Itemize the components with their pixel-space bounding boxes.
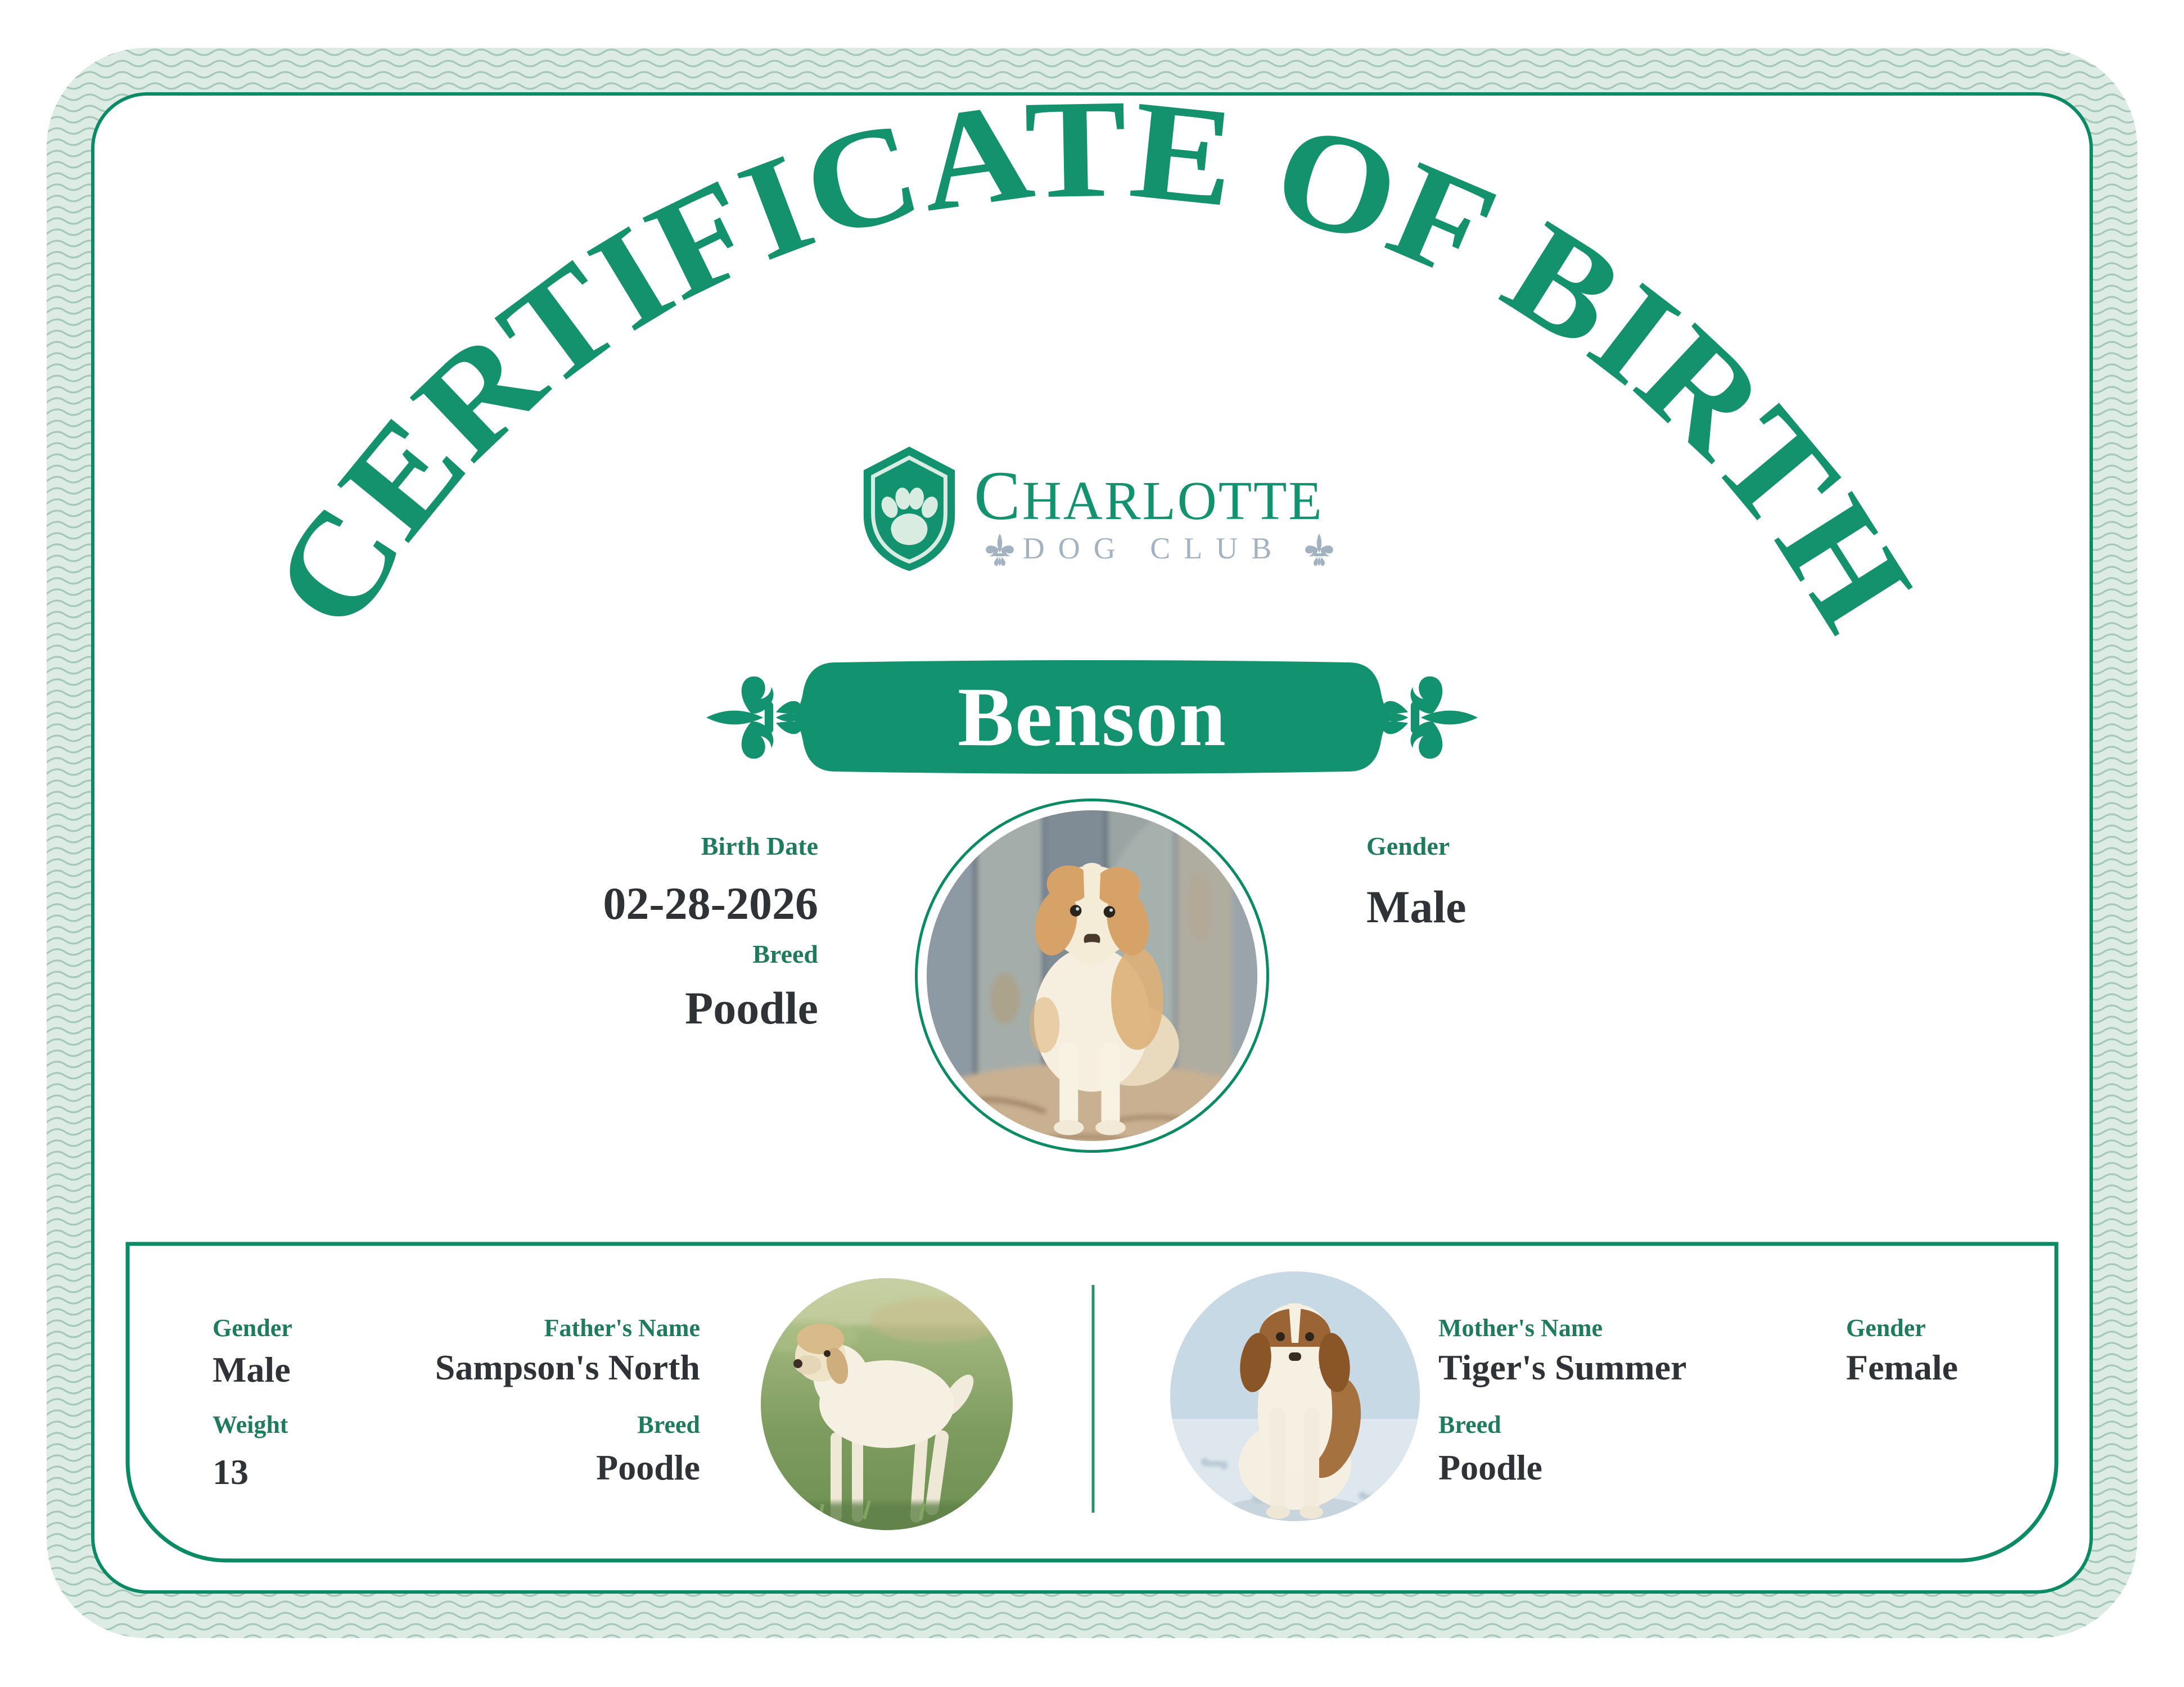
father-photo bbox=[761, 1278, 1013, 1530]
father-name-value: Sampson's North bbox=[435, 1347, 700, 1387]
puppy-photo bbox=[927, 810, 1257, 1141]
mother-gender-label: Gender bbox=[1846, 1314, 1926, 1342]
club-subtitle: DOG CLUB bbox=[1022, 531, 1285, 565]
mother-name-value: Tiger's Summer bbox=[1438, 1347, 1687, 1387]
puppy-breed-value: Poodle bbox=[685, 982, 818, 1034]
birth-date-value: 02-28-2026 bbox=[603, 878, 818, 929]
father-weight-label: Weight bbox=[213, 1411, 288, 1438]
father-breed-label: Breed bbox=[637, 1411, 700, 1438]
puppy-photo-ring bbox=[915, 799, 1269, 1153]
birth-date-label: Birth Date bbox=[701, 832, 818, 860]
father-breed-value: Poodle bbox=[596, 1447, 700, 1487]
certificate-title: CERTIFICATE OF BIRTH bbox=[242, 70, 1937, 655]
mother-breed-value: Poodle bbox=[1438, 1447, 1542, 1487]
father-weight-value: 13 bbox=[213, 1452, 249, 1492]
puppy-breed-label: Breed bbox=[752, 940, 818, 968]
puppy-name: Benson bbox=[958, 670, 1227, 764]
father-name-label: Father's Name bbox=[544, 1314, 700, 1342]
mother-name-label: Mother's Name bbox=[1438, 1314, 1603, 1342]
parents-panel-border bbox=[128, 1244, 2056, 1560]
shield-paw-icon bbox=[864, 446, 955, 571]
mother-breed-label: Breed bbox=[1438, 1411, 1501, 1438]
club-name: CHARLOTTE bbox=[974, 457, 1324, 534]
mother-photo bbox=[1170, 1271, 1420, 1521]
mother-gender-value: Female bbox=[1846, 1347, 1958, 1387]
father-gender-label: Gender bbox=[213, 1314, 292, 1342]
father-gender-value: Male bbox=[213, 1350, 291, 1390]
fleur-de-lis-right-icon bbox=[1382, 676, 1478, 759]
fleur-de-lis-left-icon bbox=[706, 676, 802, 759]
puppy-gender-label: Gender bbox=[1366, 832, 1450, 860]
puppy-gender-value: Male bbox=[1366, 881, 1466, 932]
